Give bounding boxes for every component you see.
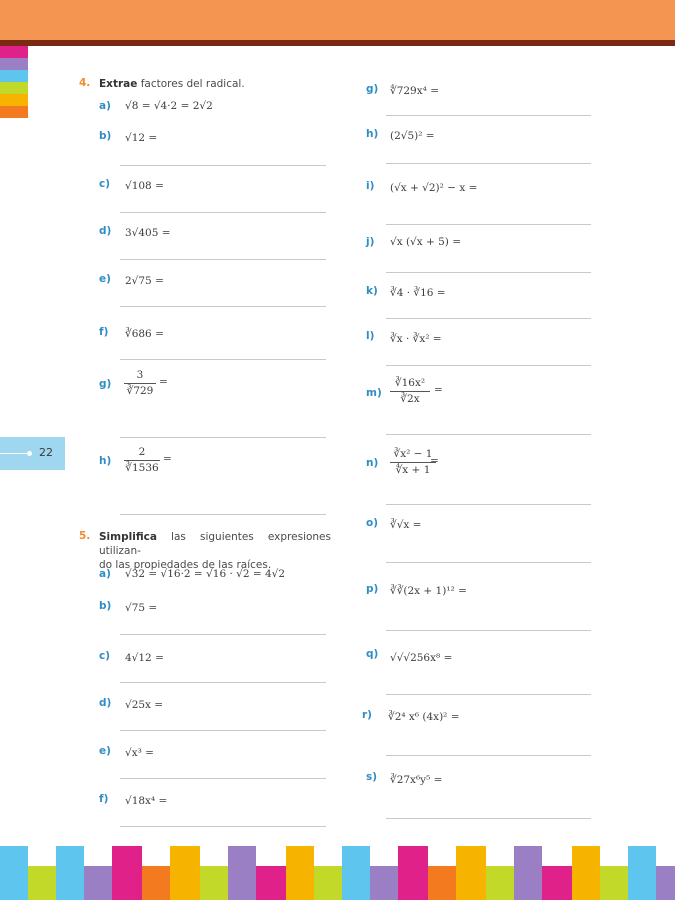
fraction-numerator: 3 xyxy=(136,369,144,381)
item-label: h) xyxy=(99,455,112,467)
color-bar xyxy=(456,846,486,900)
exercise-fraction xyxy=(390,448,439,480)
color-bar xyxy=(170,846,200,900)
bottom-color-bars xyxy=(0,846,675,900)
answer-line[interactable] xyxy=(120,730,326,731)
answer-line[interactable] xyxy=(120,437,326,438)
item-label: k) xyxy=(366,285,378,297)
item-label: g) xyxy=(366,83,379,95)
exercise-expression: √√√256x⁸ = xyxy=(390,652,453,664)
answer-line[interactable] xyxy=(120,165,326,166)
item-label: m) xyxy=(366,387,382,399)
exercise-fraction xyxy=(124,446,172,478)
color-bar xyxy=(542,866,572,900)
item-label: s) xyxy=(366,771,378,783)
item-label: l) xyxy=(366,330,375,342)
answer-line[interactable] xyxy=(120,259,326,260)
item-label: f) xyxy=(99,793,109,805)
item-label: d) xyxy=(99,697,112,709)
exercise-expression: √18x⁴ = xyxy=(125,795,168,807)
section-5-line-1 xyxy=(99,530,331,558)
item-label: j) xyxy=(366,236,375,248)
color-bar xyxy=(286,846,314,900)
exercise-expression: √x³ = xyxy=(125,747,154,759)
fraction-bar xyxy=(124,460,160,461)
exercise-expression: (√x + √2)² − x = xyxy=(390,182,478,194)
exercise-expression: 2√75 = xyxy=(125,275,164,287)
answer-line[interactable] xyxy=(386,224,591,225)
color-bar xyxy=(572,846,600,900)
answer-line[interactable] xyxy=(386,818,591,819)
answer-line[interactable] xyxy=(120,212,326,213)
color-swatch xyxy=(0,94,28,106)
color-bar xyxy=(398,846,428,900)
section-5-keyword: Simplifica xyxy=(99,531,157,543)
exercise-fraction xyxy=(124,369,168,401)
color-bar xyxy=(314,866,342,900)
tab-line xyxy=(0,453,30,454)
fraction-numerator: 2 xyxy=(138,446,146,458)
item-label: a) xyxy=(99,100,111,112)
color-bar xyxy=(514,846,542,900)
section-5-line-2: do las propiedades de las raíces. xyxy=(99,559,272,571)
item-label: a) xyxy=(99,568,111,580)
exercise-expression: √32 = √16·2 = √16 · √2 = 4√2 xyxy=(125,568,286,580)
color-bar xyxy=(600,866,628,900)
fraction-denominator: ∜x + 1 xyxy=(395,464,431,476)
color-swatch xyxy=(0,46,28,58)
section-5-instruction-text: las siguientes expresiones utilizan- xyxy=(99,531,331,557)
answer-line[interactable] xyxy=(386,504,591,505)
item-label: e) xyxy=(99,273,111,285)
color-bar xyxy=(428,866,456,900)
answer-line[interactable] xyxy=(120,634,326,635)
equals-sign: = xyxy=(163,453,172,465)
answer-line[interactable] xyxy=(386,630,591,631)
exercise-expression: ∛4 · ∛16 = xyxy=(390,287,446,299)
item-label: q) xyxy=(366,648,379,660)
color-swatch xyxy=(0,70,28,82)
item-label: o) xyxy=(366,517,379,529)
color-bar xyxy=(142,866,170,900)
answer-line[interactable] xyxy=(386,163,591,164)
item-label: r) xyxy=(362,709,372,721)
fraction-numerator: ∛16x² xyxy=(394,377,426,389)
color-bar xyxy=(56,846,84,900)
answer-line[interactable] xyxy=(386,272,591,273)
color-bar xyxy=(486,866,514,900)
answer-line[interactable] xyxy=(386,755,591,756)
answer-line[interactable] xyxy=(386,434,591,435)
color-bar xyxy=(28,866,56,900)
item-label: c) xyxy=(99,178,111,190)
color-bar xyxy=(200,866,228,900)
color-bar xyxy=(342,846,370,900)
item-label: e) xyxy=(99,745,111,757)
section-4-instruction xyxy=(99,77,339,91)
item-label: b) xyxy=(99,130,112,142)
exercise-expression: ∛∛(2x + 1)¹² = xyxy=(390,585,467,597)
answer-line[interactable] xyxy=(120,359,326,360)
section-5-instruction xyxy=(99,530,331,572)
section-4-keyword: Extrae xyxy=(99,78,138,90)
equals-sign: = xyxy=(434,384,443,396)
section-4-instruction-text: factores del radical. xyxy=(140,78,245,90)
item-label: g) xyxy=(99,378,112,390)
answer-line[interactable] xyxy=(386,694,591,695)
item-label: n) xyxy=(366,457,379,469)
exercise-expression: ∛27x⁶y⁵ = xyxy=(390,774,443,786)
equals-sign: = xyxy=(430,455,439,467)
item-label: c) xyxy=(99,650,111,662)
exercise-expression: ∜729x⁴ = xyxy=(390,85,439,97)
color-bar xyxy=(228,846,256,900)
exercise-expression: ∛2⁴ x⁶ (4x)² = xyxy=(388,711,460,723)
color-bar xyxy=(112,846,142,900)
page-number: 22 xyxy=(39,446,53,459)
color-swatch xyxy=(0,106,28,118)
exercise-expression: (2√5)² = xyxy=(390,130,435,142)
answer-line[interactable] xyxy=(386,365,591,366)
exercise-fraction xyxy=(390,377,443,409)
answer-line[interactable] xyxy=(120,826,326,827)
color-swatch xyxy=(0,82,28,94)
exercise-expression: ∛√x = xyxy=(390,519,422,531)
exercise-expression: √108 = xyxy=(125,180,164,192)
exercise-expression: √x (√x + 5) = xyxy=(390,236,462,248)
exercise-expression: 3√405 = xyxy=(125,227,171,239)
answer-line[interactable] xyxy=(120,682,326,683)
color-bar xyxy=(84,866,112,900)
color-swatch xyxy=(0,58,28,70)
answer-line[interactable] xyxy=(120,306,326,307)
section-4-number: 4. xyxy=(79,77,91,89)
item-label: p) xyxy=(366,583,379,595)
exercise-expression: √12 = xyxy=(125,132,158,144)
fraction-numerator: ∛x² − 1 xyxy=(393,448,433,460)
fraction-denominator: ∛1536 xyxy=(125,462,159,474)
answer-line[interactable] xyxy=(120,514,326,515)
item-label: f) xyxy=(99,326,109,338)
header-rule xyxy=(0,40,675,46)
fraction-denominator: ∛729 xyxy=(126,385,154,397)
item-label: b) xyxy=(99,600,112,612)
equals-sign: = xyxy=(159,376,168,388)
item-label: d) xyxy=(99,225,112,237)
fraction-bar xyxy=(390,391,430,392)
header-band xyxy=(0,0,675,40)
page-number-tab xyxy=(0,437,65,470)
item-label: i) xyxy=(366,180,375,192)
exercise-expression: √75 = xyxy=(125,602,158,614)
exercise-expression: √25x = xyxy=(125,699,164,711)
color-bar xyxy=(370,866,398,900)
fraction-denominator: ∛2x xyxy=(400,393,420,405)
exercise-expression: 4√12 = xyxy=(125,652,164,664)
answer-line[interactable] xyxy=(120,778,326,779)
tab-dot xyxy=(27,451,32,456)
fraction-bar xyxy=(124,383,156,384)
answer-line[interactable] xyxy=(386,318,591,319)
exercise-expression: √8 = √4·2 = 2√2 xyxy=(125,100,213,112)
exercise-expression: ∛x · ∛x² = xyxy=(390,333,442,345)
item-label: h) xyxy=(366,128,379,140)
exercise-expression: ∛686 = xyxy=(125,328,164,340)
color-bar xyxy=(628,846,656,900)
color-bar xyxy=(0,846,28,900)
color-bar xyxy=(256,866,286,900)
answer-line[interactable] xyxy=(386,562,591,563)
color-bar xyxy=(656,866,675,900)
section-5-number: 5. xyxy=(79,530,91,542)
answer-line[interactable] xyxy=(386,115,591,116)
